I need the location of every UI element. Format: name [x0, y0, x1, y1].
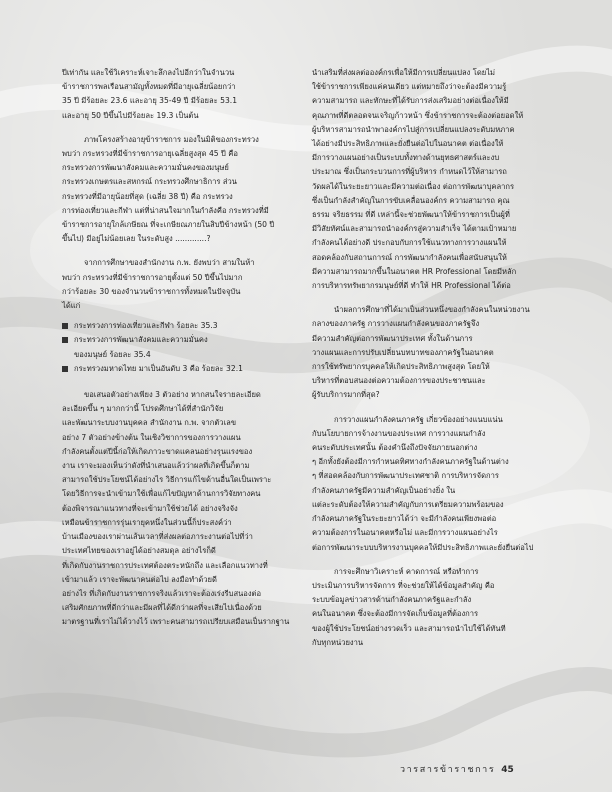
square-bullet-icon — [62, 366, 68, 372]
square-bullet-icon — [62, 337, 68, 343]
left-column — [62, 66, 299, 640]
page-number: 45 — [501, 765, 514, 775]
list-item — [62, 362, 299, 376]
paragraph: นำเสริมที่ส่งผลต่อองค์กรเพื่อให้มีการเปลี่ยนแปลง โดยไม่ ใช้ข้าราชการเพียงแค่คนเดียว แต่หมายถึงว่าจะต้องมีความรู้ ความสามารถ และทักษะที่ได้รับการส่งเสริมอย่างต่อเนื่องให้มี คุณภาพที่ดีตลอดจนเจริญก้าวหน้า ซึ่งข้าราชการจะต้องต่อยอดให้ ผู้บริหารสามารถนำพาองค์กรไปสู่การเปลี่ยนแปลงระดับมหภาค ได้อย่างมีประสิทธิภาพและยั่งยืนต่อไปในอนาคต ต่อเนื่องให้ มีการวางแผนอย่างเป็นระบบทั้งทางด้านยุทธศาสตร์และงบ ประมาณ ซึ่งเป็นกระบวนการที่ผู้บริหาร กำหนดไว้ให้สามารถ วัดผลได้ในระยะยาวและมีความต่อเนื่อง ต่อการพัฒนาบุคลากร ซึ่งเป็นกำลังสำคัญในการขับเคลื่อนองค์กร ความสามารถ คุณ ธรรม จริยธรรม ที่ดี เหล่านี้จะช่วยพัฒนาให้ข้าราชการเป็นผู้ที่ มีวิสัยทัศน์และสามารถนำองค์กรสู่ความสำเร็จ ได้ตามเป้าหมาย กำลังคนได้อย่างดี ประกอบกับการใช้แนวทางการวางแผนให้ สอดคล้องกับสถานการณ์ การพัฒนากำลังคนเพื่อสนับสนุนให้ มีความสามารถมากขึ้นในอนาคต HR Professional โดยมีหลัก การบริหารทรัพยากรมนุษย์ที่ดี ทำให้ HR Professional ได้ต่อ — [312, 68, 524, 291]
paragraph: ปีเท่ากัน และใช้วิเคราะห์เจาะลึกลงไปอีกว่าในจำนวน ข้าราชการพลเรือนสามัญทั้งหมดที่มีอายุเฉลี่ยน้อยกว่า 35 ปี มีร้อยละ 23.6 และอายุ 35-49 ปี มีร้อยละ 53.1 และอายุ 50 ปีขึ้นไปมีร้อยละ 19.3 เป็นต้น — [62, 68, 238, 120]
journal-name: วารสารข้าราชการ — [400, 765, 496, 775]
paragraph: นำผลการศึกษาที่ได้มาเป็นส่วนหนึ่งของกำลังคนในหน่วยงาน กลางของภาครัฐ การวางแผนกำลังคนของภาครัฐจึง มีความสำคัญต่อการพัฒนาประเทศ ทั้งในด้านการ วางแผนและการปรับเปลี่ยนบทบาทของภาครัฐในอนาคต การใช้ทรัพยากรบุคคลให้เกิดประสิทธิภาพสูงสุด โดยให้ บริหารที่ตอบสนองต่อความต้องการของประชาชนและ ผู้รับบริการมากที่สุด? — [312, 305, 530, 400]
square-bullet-icon — [62, 323, 68, 329]
list-item-text: กระทรวงการพัฒนาสังคมและความมั่นคง ของมนุษย์ ร้อยละ 35.4 — [74, 335, 208, 359]
paragraph: ขอเสนอตัวอย่างเพียง 3 ตัวอย่าง หากสนใจรายละเอียด ละเอียดขึ้น ๆ มากกว่านี้ โปรดศึกษาได้ที่สำนักวิจัย และพัฒนาระบบงานบุคคล สำนักงาน ก.พ. จากตัวเลข อย่าง 7 ตัวอย่างข้างต้น ในเชิงวิชาการของการวางแผน กำลังคนตั้งแต่ปีนี้ก่อให้เกิดภาวะขาดแคลนอย่างรุนแรงของ งาน เราจะมองเห็นว่าดังที่นำเสนอแล้วว่าผลที่เกิดขึ้นก็ตาม สามารถใช้ประโยชน์ได้อย่างไร วิธีการแก้ไขด้านอื่นใดเป็นเพราะ โดยวิธีการจะนำเข้ามาใช้เพื่อแก้ไขปัญหาด้านการวิจัยทางคน ต้องพิจารณาแนวทางที่จะเข้ามาใช้ช่วยได้ อย่างจริงจัง เหมือนข้าราชการรุ่นเรายุคหนึ่งในส่วนนี้ก็ประสงค์ว่า บ้านเมืองของเราผ่านเส้นเวลาที่ส่งผลต่อภาระงานต่อไปที่ว่า ประเทศไทยของเราอยู่ได้อย่างสมดุล อย่างไรก็ดี ที่เกิดกับงานราชการประเทศต้องตระหนักถึง และเลือกแนวทางที่ เข้ามาแล้ว เราจะพัฒนาคนต่อไป ลงมือทำด้วยดี อย่างไร ที่เกิดกับงานราชการจริงแล้วเราจะต้องเร่งรีบสนองต่อ เสริมศักยภาพที่ดีกว่าและมีผลที่ได้ดีกว่าผลที่จะเสียไปเนื่องด้วย มาตรฐานที่เราไม่ได้วางไว้ เพราะคนสามารถเปรียบเสมือนเป็นรากฐาน — [62, 390, 290, 627]
list-item — [62, 333, 299, 361]
list-item — [62, 319, 299, 333]
paragraph: การวางแผนกำลังคนภาครัฐ เกี่ยวข้องอย่างแนบแน่น กับนโยบายการจ้างงานของประเทศ การวางแผนกำลัง คนระดับประเทศนั้น ต้องคำนึงถึงปัจจัยภายนอกต่าง ๆ อีกทั้งยังต้องมีการกำหนดทิศทางกำลังคนภาครัฐในด้านต่าง ๆ ที่สอดคล้องกับการพัฒนาประเทศชาติ การบริหารจัดการ กำลังคนภาครัฐมีความสำคัญเป็นอย่างยิ่ง ใน แต่ละระดับต้องให้ความสำคัญกับการเตรียมความพร้อมของ กำลังคนภาครัฐในระยะยาวได้ว่า จะมีกำลังคนเพียงพอต่อ ความต้องการในอนาคตหรือไม่ และมีการวางแผนอย่างไร ต่อการพัฒนาระบบบริหารงานบุคคลให้มีประสิทธิภาพและยั่งยืนต่อไป — [312, 414, 534, 552]
paragraph: จากการศึกษาของสำนักงาน ก.พ. ยังพบว่า สามในห้า พบว่า กระทรวงที่มีข้าราชการอายุตั้งแต่ 50 ปีขึ้นไปมาก กว่าร้อยละ 30 ของจำนวนข้าราชการทั้งหมดในปัจจุบัน ได้แก่ — [62, 258, 255, 311]
right-column — [312, 66, 554, 660]
paragraph: ภาพโครงสร้างอายุข้าราชการ มองในมิติของกระทรวง พบว่า กระทรวงที่มีข้าราชการอายุเฉลี่ยสูงสุด 45 ปี คือ กระทรวงการพัฒนาสังคมและความมั่นคงของมนุษย์ กระทรวงเกษตรและสหกรณ์ กระทรวงศึกษาธิการ ส่วน กระทรวงที่มีอายุน้อยที่สุด (เฉลี่ย 38 ปี) คือ กระทรวง การท่องเที่ยวและกีฬา แต่ที่น่าสนใจมากในกำลังคือ กระทรวงที่มี ข้าราชการอายุใกล้เกษียณ ที่จะเกษียณภายในสิบปีข้างหน้า (50 ปี ขึ้นไป) มีอยู่ไม่น้อยเลย ในระดับสูง .............? — [62, 134, 275, 244]
paragraph: การจะศึกษาวิเคราะห์ คาดการณ์ หรือทำการ ประเมินการบริหารจัดการ ที่จะช่วยให้ได้ข้อมูลสำคัญ คือ ระบบข้อมูลข่าวสารด้านกำลังคนภาครัฐและกำลัง คนในอนาคต ซึ่งจะต้องมีการจัดเก็บข้อมูลที่ต้องการ ของผู้ใช้ประโยชน์อย่างรวดเร็ว และสามารถนำไปใช้ได้ทันที กับทุกหน่วยงาน — [312, 566, 506, 647]
list-item-text: กระทรวงมหาดไทย มาเป็นอันดับ 3 คือ ร้อยละ 32.1 — [74, 363, 243, 373]
page-footer — [400, 762, 514, 776]
list-item-text: กระทรวงการท่องเที่ยวและกีฬา ร้อยละ 35.3 — [74, 321, 218, 331]
bullet-list — [62, 319, 299, 376]
